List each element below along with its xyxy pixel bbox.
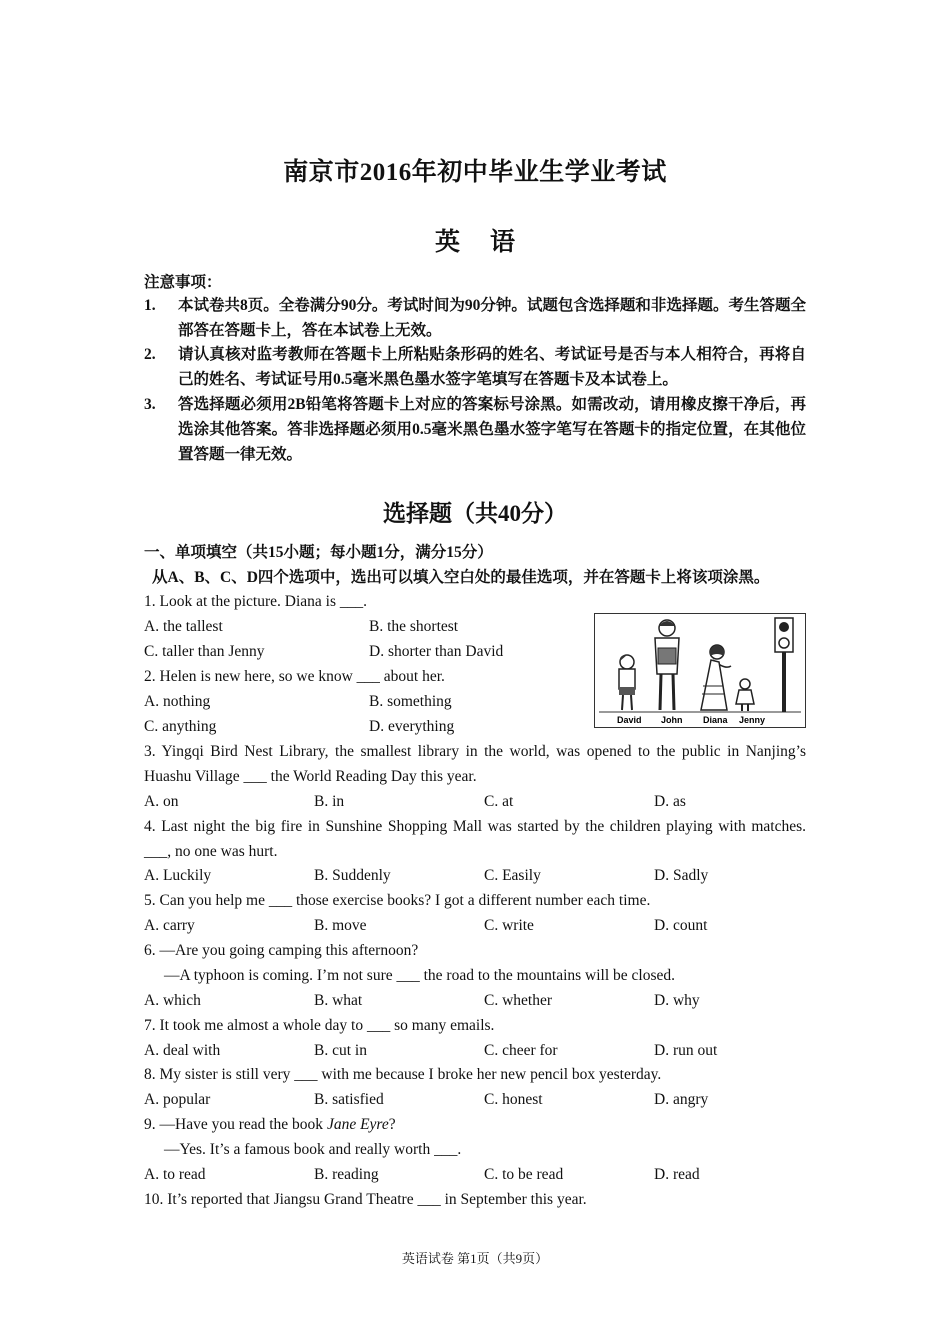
q2-option-c: C. anything (144, 718, 217, 735)
q1-option-d: D. shorter than David (369, 643, 504, 660)
q3-option-d: D. as (654, 793, 686, 810)
label-john: John (661, 715, 683, 725)
q5-option-d: D. count (654, 917, 708, 934)
q9-option-c: C. to be read (484, 1166, 564, 1183)
q9-option-a: A. to read (144, 1166, 206, 1183)
notice-item-number: 2. (144, 346, 156, 363)
notice-item-2 (144, 342, 806, 392)
question-9-stem-2: —Yes. It’s a famous book and really worth ___. (164, 1141, 462, 1158)
notice-item-number: 3. (144, 396, 156, 413)
q6-option-a: A. which (144, 992, 201, 1009)
q5-option-c: C. write (484, 917, 534, 934)
traffic-light-figure (775, 618, 793, 712)
part-title: 一、单项填空（共15小题；每小题1分，满分15分） (144, 544, 493, 561)
question-5-stem: 5. Can you help me ___ those exercise books? I got a different number each time. (144, 892, 651, 909)
q7-option-a: A. deal with (144, 1042, 221, 1059)
q5-option-b: B. move (314, 917, 367, 934)
part-instruction: 从A、B、C、D四个选项中，选出可以填入空白处的最佳选项，并在答题卡上将该项涂黑。 (152, 569, 770, 586)
jenny-figure (736, 679, 754, 711)
q8-option-a: A. popular (144, 1091, 211, 1108)
q4-option-b: B. Suddenly (314, 867, 391, 884)
q6-option-d: D. why (654, 992, 700, 1009)
question-2-stem: 2. Helen is new here, so we know ___ about her. (144, 668, 445, 685)
q8-option-d: D. angry (654, 1091, 709, 1108)
q8-option-c: C. honest (484, 1091, 543, 1108)
notice-item-1 (144, 293, 806, 343)
question-10-stem: 10. It’s reported that Jiangsu Grand Theatre ___ in September this year. (144, 1191, 587, 1208)
subject-title: 英语 (434, 229, 545, 256)
people-illustration (595, 614, 805, 727)
q2-option-b: B. something (369, 693, 452, 710)
exam-title: 南京市2016年初中毕业生学业考试 (283, 159, 667, 186)
john-figure (655, 620, 679, 710)
question-6-stem-2: —A typhoon is coming. I’m not sure ___ the road to the mountains will be closed. (164, 967, 676, 984)
q9-stem-post: ? (388, 1116, 396, 1133)
section-title: 选择题（共40分） (383, 501, 567, 526)
page-footer: 英语试卷 第1页（共9页） (401, 1251, 549, 1266)
q3-option-a: A. on (144, 793, 179, 810)
question-1-picture (594, 613, 806, 728)
question-8-stem: 8. My sister is still very ___ with me because I broke her new pencil box yesterday. (144, 1066, 662, 1083)
q9-stem-pre: 9. —Have you read the book (144, 1116, 327, 1133)
question-6-stem-1: 6. —Are you going camping this afternoon? (144, 942, 419, 959)
question-4-stem: 4. Last night the big fire in Sunshine Shopping Mall was started by the children playing with matches. ___, no one was hurt. (144, 818, 806, 860)
label-jenny: Jenny (739, 715, 766, 725)
notice-heading: 注意事项： (144, 274, 222, 291)
q7-option-d: D. run out (654, 1042, 718, 1059)
q9-option-b: B. reading (314, 1166, 379, 1183)
diana-figure (701, 645, 731, 710)
q6-option-b: B. what (314, 992, 363, 1009)
question-1-stem: 1. Look at the picture. Diana is ___. (144, 593, 367, 610)
notice-item-3 (144, 392, 806, 467)
q6-option-c: C. whether (484, 992, 553, 1009)
notice-item-number: 1. (144, 297, 156, 314)
notice-item-text: 答选择题必须用2B铅笔将答题卡上对应的答案标号涂黑。如需改动，请用橡皮擦干净后，再选涂其他答案。答非选择题必须用0.5毫米黑色墨水签字笔写在答题卡的指定位置，在其他位置答题一律无效。 (178, 396, 806, 463)
q7-option-c: C. cheer for (484, 1042, 558, 1059)
notice-item-text: 请认真核对监考教师在答题卡上所粘贴条形码的姓名、考试证号是否与本人相符合，再将自己的姓名、考试证号用0.5毫米黑色墨水签字笔填写在答题卡及本试卷上。 (178, 346, 806, 388)
question-7-stem: 7. It took me almost a whole day to ___ so many emails. (144, 1017, 495, 1034)
label-david: David (617, 715, 642, 725)
question-3-stem: 3. Yingqi Bird Nest Library, the smallest library in the world, was opened to the public in Nanjing’s Huashu Village ___ the World Reading Day this year. (144, 743, 806, 785)
q2-option-a: A. nothing (144, 693, 211, 710)
notice-item-text: 本试卷共8页。全卷满分90分。考试时间为90分钟。试题包含选择题和非选择题。考生答题全部答在答题卡上，答在本试卷上无效。 (178, 297, 806, 339)
q3-option-b: B. in (314, 793, 345, 810)
q9-option-d: D. read (654, 1166, 700, 1183)
david-figure (619, 655, 635, 710)
q3-option-c: C. at (484, 793, 514, 810)
question-9-stem-1 (144, 1114, 396, 1136)
q5-option-a: A. carry (144, 917, 195, 934)
q4-option-c: C. Easily (484, 867, 541, 884)
q2-option-d: D. everything (369, 718, 455, 735)
label-diana: Diana (703, 715, 728, 725)
q1-option-a: A. the tallest (144, 618, 223, 635)
q8-option-b: B. satisfied (314, 1091, 384, 1108)
q4-option-d: D. Sadly (654, 867, 709, 884)
q7-option-b: B. cut in (314, 1042, 367, 1059)
q1-option-b: B. the shortest (369, 618, 459, 635)
q1-option-c: C. taller than Jenny (144, 643, 265, 660)
q4-option-a: A. Luckily (144, 867, 212, 884)
q9-book-title: Jane Eyre (326, 1116, 389, 1133)
